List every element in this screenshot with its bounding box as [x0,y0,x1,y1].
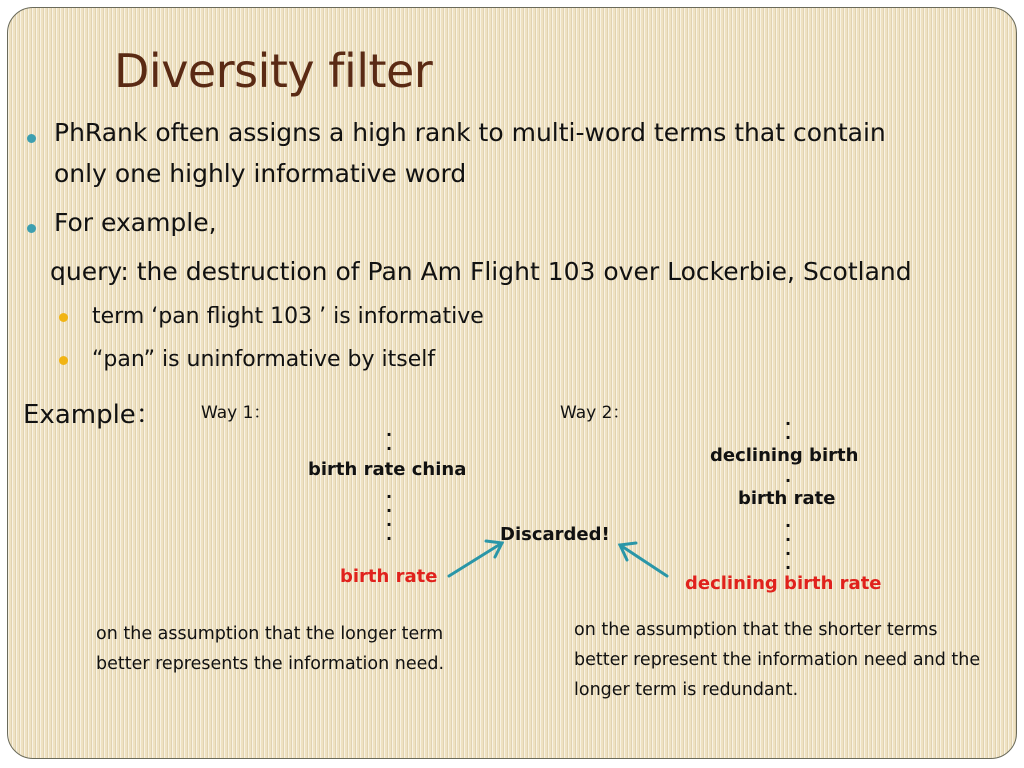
way-1-label: Way 1： [201,403,271,423]
discarded-label: Discarded! [500,524,610,545]
way-2-label: Way 2： [560,403,630,423]
way-1-note: on the assumption that the longer term better represents the information need. [96,624,445,674]
way-2-term-middle: birth rate [738,488,836,509]
way-1-term-bottom: birth rate [340,566,438,587]
arrow-way-1 [449,541,502,576]
bullet-1-line-1: PhRank often assigns a high rank to multi-word terms that contain [54,118,886,147]
way-1-term-top: birth rate china [308,459,467,480]
way-2-note: on the assumption that the shorter terms better represent the information need and the longer term is redundant. [574,620,981,700]
arrow-way-2 [620,543,667,576]
sub-bullet-1: term ‘pan flight 103 ’ is informative [92,304,484,329]
way-2-term-bottom: declining birth rate [685,573,882,594]
bullet-1-line-2: only one highly informative word [54,159,467,188]
ellipsis-dots: . . [386,421,393,454]
ellipsis-dots: . . [785,410,792,443]
slide [7,7,1017,759]
example-label: Example： [23,400,162,430]
ellipsis-dots: . . . . [386,483,393,544]
slide-title: Diversity filter [114,44,433,98]
bullet-2-line-1: For example, [54,208,217,237]
arrows-layer [8,8,1016,758]
ellipsis-dots: . . . . [785,512,792,573]
query-line: query: the destruction of Pan Am Flight 103 over Lockerbie, Scotland [50,257,912,286]
way-2-term-top: declining birth [710,445,859,466]
sub-bullet-2: “pan” is uninformative by itself [92,347,436,372]
ellipsis-dots: . [785,467,792,486]
